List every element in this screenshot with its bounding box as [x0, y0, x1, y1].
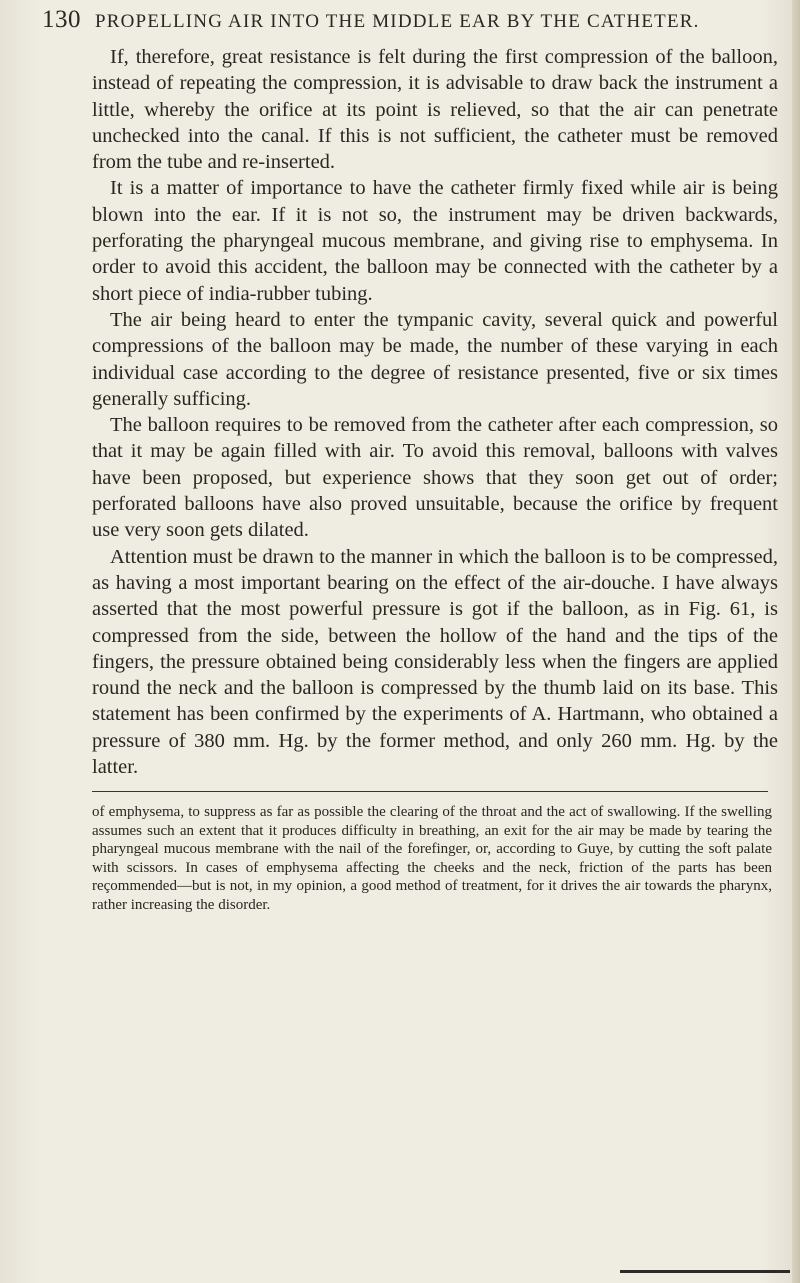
footnote-divider [92, 791, 768, 792]
footnote [92, 803, 772, 1003]
bottom-rule [620, 1270, 790, 1273]
paragraph [92, 780, 778, 784]
paragraph: The air being heard to enter the tympanic cavity, several quick and powerful compressions of the balloon may be made, the number of these varying in each individual case according to the degree of resistance presented, five or six times generally sufficing. [92, 308, 778, 410]
paragraph: It is a matter of importance to have the catheter firmly fixed while air is being blown into the ear. If it is not so, the instrument may be driven backwards, perforating the pharyngeal mucous membrane, and giving rise to emphysema. In order to avoid this accident, the balloon may be connected with the catheter by a short piece of india-rubber tubing. [92, 177, 778, 305]
footnote-text: of emphysema, to suppress as far as possible the clearing of the throat and the act of swallowing. If the swelling assumes such an extent that it produces difficulty in breathing, an exit for the air may be made by tearing the pharyngeal mucous membrane with the nail of the forefinger, or, according to Guye, by cutting the soft palate with scissors. In cases of emphysema affecting the cheeks and the neck, friction of the parts has been reçommended—but is not, in my opinion, a good method of treatment, for it drives the air towards the pharynx, rather increasing the disorder. [92, 804, 772, 913]
body-text [92, 44, 778, 784]
paragraph: Attention must be drawn to the manner in which the balloon is to be compressed, as having a most important bearing on the effect of the air-douche. I have always asserted that the most powerful pressure is got if the balloon, as in Fig. 61, is compressed from the side, between the hollow of the hand and the tips of the fingers, the pressure obtained being considerably less when the fingers are applied round the neck and the balloon is compressed by the thumb laid on its base. This statement has been confirmed by the experiments of A. Hartmann, who obtained a pressure of 380 mm. Hg. by the former method, and only 260 mm. Hg. by the latter. [92, 545, 778, 779]
page-number: 130 [42, 6, 81, 33]
paragraph: If, therefore, great resistance is felt during the first compression of the balloon, instead of repeating the compression, it is advisable to draw back the instrument a little, whereby the orifice at its point is relieved, so that the air can penetrate unchecked into the canal. If this is not sufficient, the catheter must be removed from the tube and re-inserted. [92, 46, 778, 174]
running-title: PROPELLING AIR INTO THE MIDDLE EAR BY THE CATHETER. [95, 11, 700, 32]
page-header [42, 6, 762, 40]
paragraph: The balloon requires to be removed from the catheter after each compression, so that it may be again filled with air. To avoid this removal, balloons with valves have been proposed, but experience shows that they soon get out of order; perforated balloons have also proved unsuitable, because the orifice by frequent use very soon gets dilated. [92, 414, 778, 542]
page-edge [792, 0, 800, 1283]
